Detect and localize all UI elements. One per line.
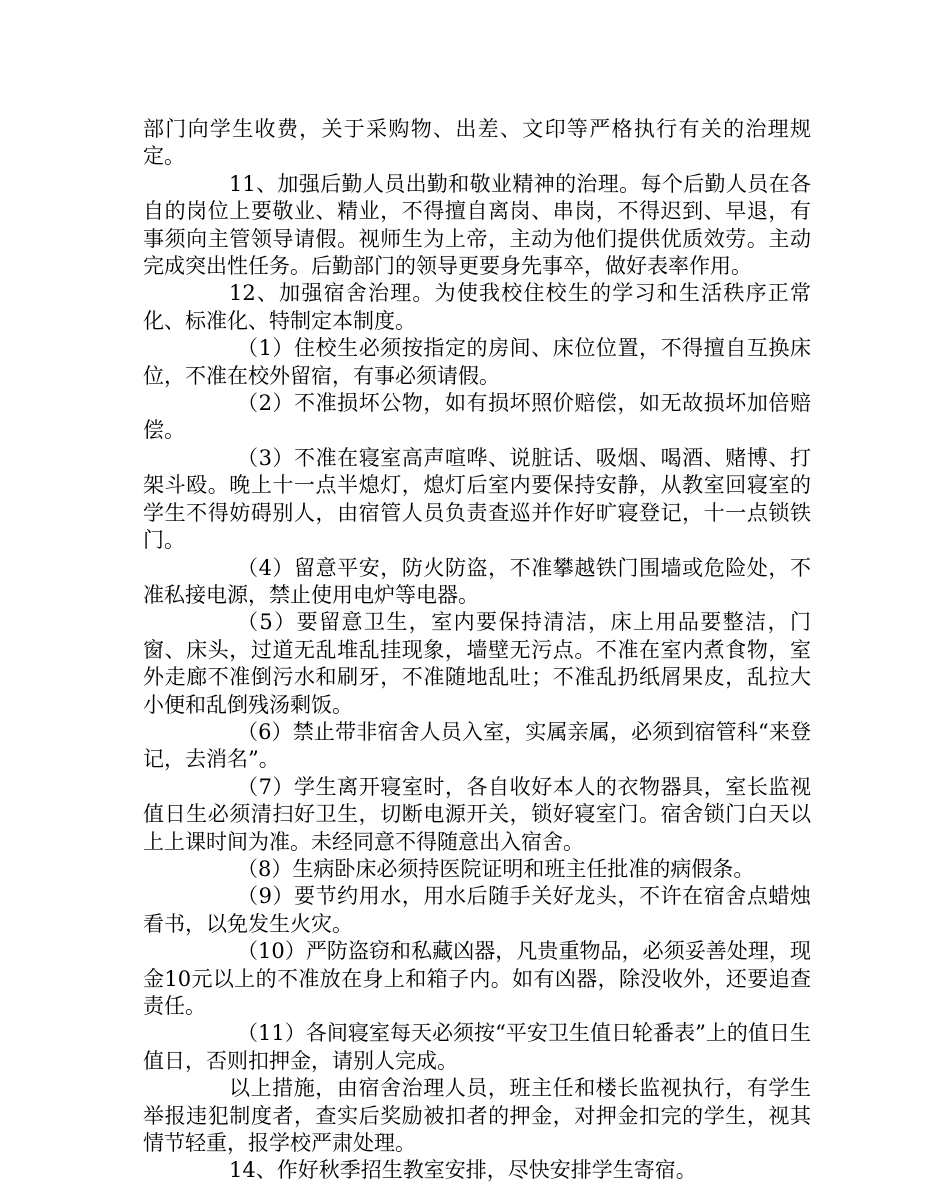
paragraph-rule-3: （3）不准在寝室高声喧哗、说脏话、吸烟、喝酒、赌博、打架斗殴。晚上十一点半熄灯，熄灯后室内要保持安静，从教室回寝室的学生不得妨碍别人，由宿管人员负责查巡并作好旷寝登记，十一点锁铁门。 xyxy=(143,445,811,553)
paragraph-summary: 以上措施，由宿舍治理人员，班主任和楼长监视执行，有学生举报违犯制度者，查实后奖励被扣者的押金，对押金扣完的学生，视其情节轻重，报学校严肃处理。 xyxy=(143,1076,811,1156)
paragraph-item-12: 12、加强宿舍治理。为使我校住校生的学习和生活秩序正常化、标准化、特制定本制度。 xyxy=(143,281,811,333)
paragraph-rule-8: （8）生病卧床必须持医院证明和班主任批准的病假条。 xyxy=(237,856,755,881)
paragraph-item-14: 14、作好秋季招生教室安排，尽快安排学生寄宿。 xyxy=(229,1158,697,1183)
paragraph-rule-11: （11）各间寝室每天必须按“平安卫生值日轮番表”上的值日生值日，否则扣押金，请别人完成。 xyxy=(143,1021,811,1073)
paragraph-rule-2: （2）不准损坏公物，如有损坏照价赔偿，如无故损坏加倍赔偿。 xyxy=(143,391,811,443)
paragraph-rule-1: （1）住校生必须按指定的房间、床位位置，不得擅自互换床位，不准在校外留宿，有事必须请假。 xyxy=(143,336,811,388)
paragraph-continuation: 部门向学生收费，关于采购物、出差、文印等严格执行有关的治理规定。 xyxy=(143,117,811,169)
paragraph-rule-5: （5）要留意卫生，室内要保持清洁，床上用品要整洁，门窗、床头，过道无乱堆乱挂现象，墙壁无污点。不准在室内煮食物，室外走廊不准倒污水和刷牙，不准随地乱吐；不准乱扔纸屑果皮，乱拉大小便和乱倒残汤剩饭。 xyxy=(143,610,811,717)
paragraph-rule-7: （7）学生离开寝室时，各自收好本人的衣物器具，室长监视值日生必须清扫好卫生，切断电源开关，锁好寝室门。宿舍锁门白天以上上课时间为准。未经同意不得随意出入宿舍。 xyxy=(143,774,811,854)
paragraph-rule-9: （9）要节约用水，用水后随手关好龙头，不许在宿舍点蜡烛看书，以免发生火灾。 xyxy=(143,884,811,936)
paragraph-rule-4: （4）留意平安，防火防盗，不准攀越铁门围墙或危险处，不准私接电源，禁止使用电炉等电器。 xyxy=(143,555,811,607)
document-body xyxy=(143,116,811,1185)
paragraph-rule-6: （6）禁止带非宿舍人员入室，实属亲属，必须到宿管科“来登记，去消名”。 xyxy=(143,719,811,772)
paragraph-rule-10: （10）严防盗窃和私藏凶器，凡贵重物品，必须妥善处理，现金10元以上的不准放在身上和箱子内。如有凶器，除没收外，还要追查责任。 xyxy=(143,939,811,1018)
paragraph-item-11: 11、加强后勤人员出勤和敬业精神的治理。每个后勤人员在各自的岗位上要敬业、精业，不得擅自离岗、串岗，不得迟到、早退，有事须向主管领导请假。视师生为上帝，主动为他们提供优质效劳。主动完成突出性任务。后勤部门的领导更要身先事卒，做好表率作用。 xyxy=(143,171,811,279)
